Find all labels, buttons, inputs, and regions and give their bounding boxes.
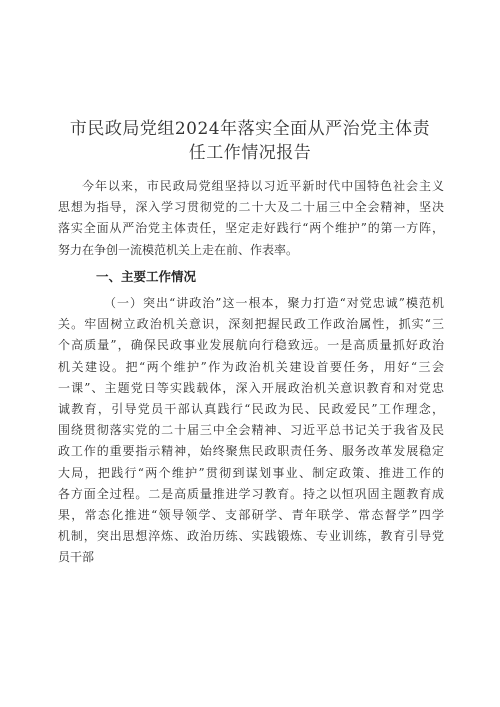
body-paragraph [58,293,444,569]
body-line: 大局，把践行“两个维护”贯彻到谋划事业、制定政策、推进工作的 [58,465,444,480]
body-line: 机制，突出思想淬炼、政治历练、实践锻炼、专业训练，教育引导党 [58,529,444,544]
document-title-line-1: 市民政局党组2024年落实全面从严治党主体责 [69,119,431,139]
body-line: 围绕贯彻落实党的二十届三中全会精神、习近平总书记关于我省及民 [58,423,444,438]
section-heading: 一、主要工作情况 [96,269,197,284]
body-line: 诚教育，引导党员干部认真践行“民政为民、民政爱民”工作理念， [58,402,444,417]
body-line: （一）突出“讲政治”这一根本，聚力打造“对党忠诚”模范机 [104,296,444,310]
body-line: 员干部 [58,550,95,565]
body-line: 关。牢固树立政治机关意识，深刻把握民政工作政治属性，抓实“三 [58,317,444,332]
body-line: 政工作的重要指示精神，始终聚焦民政职责任务、服务改革发展稳定 [58,444,444,459]
body-line: 机关建设。把“两个维护”作为政治机关建设首要任务，用好“三会 [58,359,444,374]
intro-line: 努力在争创一流模范机关上走在前、作表率。 [58,242,299,257]
body-line: 一课”、主题党日等实践载体，深入开展政治机关意识教育和对党忠 [58,380,444,395]
intro-line: 今年以来，市民政局党组坚持以习近平新时代中国特色社会主义 [82,179,444,193]
intro-line: 落实全面从严治党主体责任，坚定走好践行“两个维护”的第一方阵， [58,221,444,236]
intro-line: 思想为指导，深入学习贯彻党的二十大及二十届三中全会精神，坚决 [58,200,444,215]
body-line: 各方面全过程。二是高质量推进学习教育。持之以恒巩固主题教育成 [58,486,444,501]
document-title-line-2: 任工作情况报告 [188,143,312,163]
body-line: 个高质量”，确保民政事业发展航向行稳致远。一是高质量抓好政治 [58,338,444,353]
body-line: 果，常态化推进“领导领学、支部研学、青年联学、常态督学”四学 [58,508,444,523]
intro-paragraph [58,176,444,261]
